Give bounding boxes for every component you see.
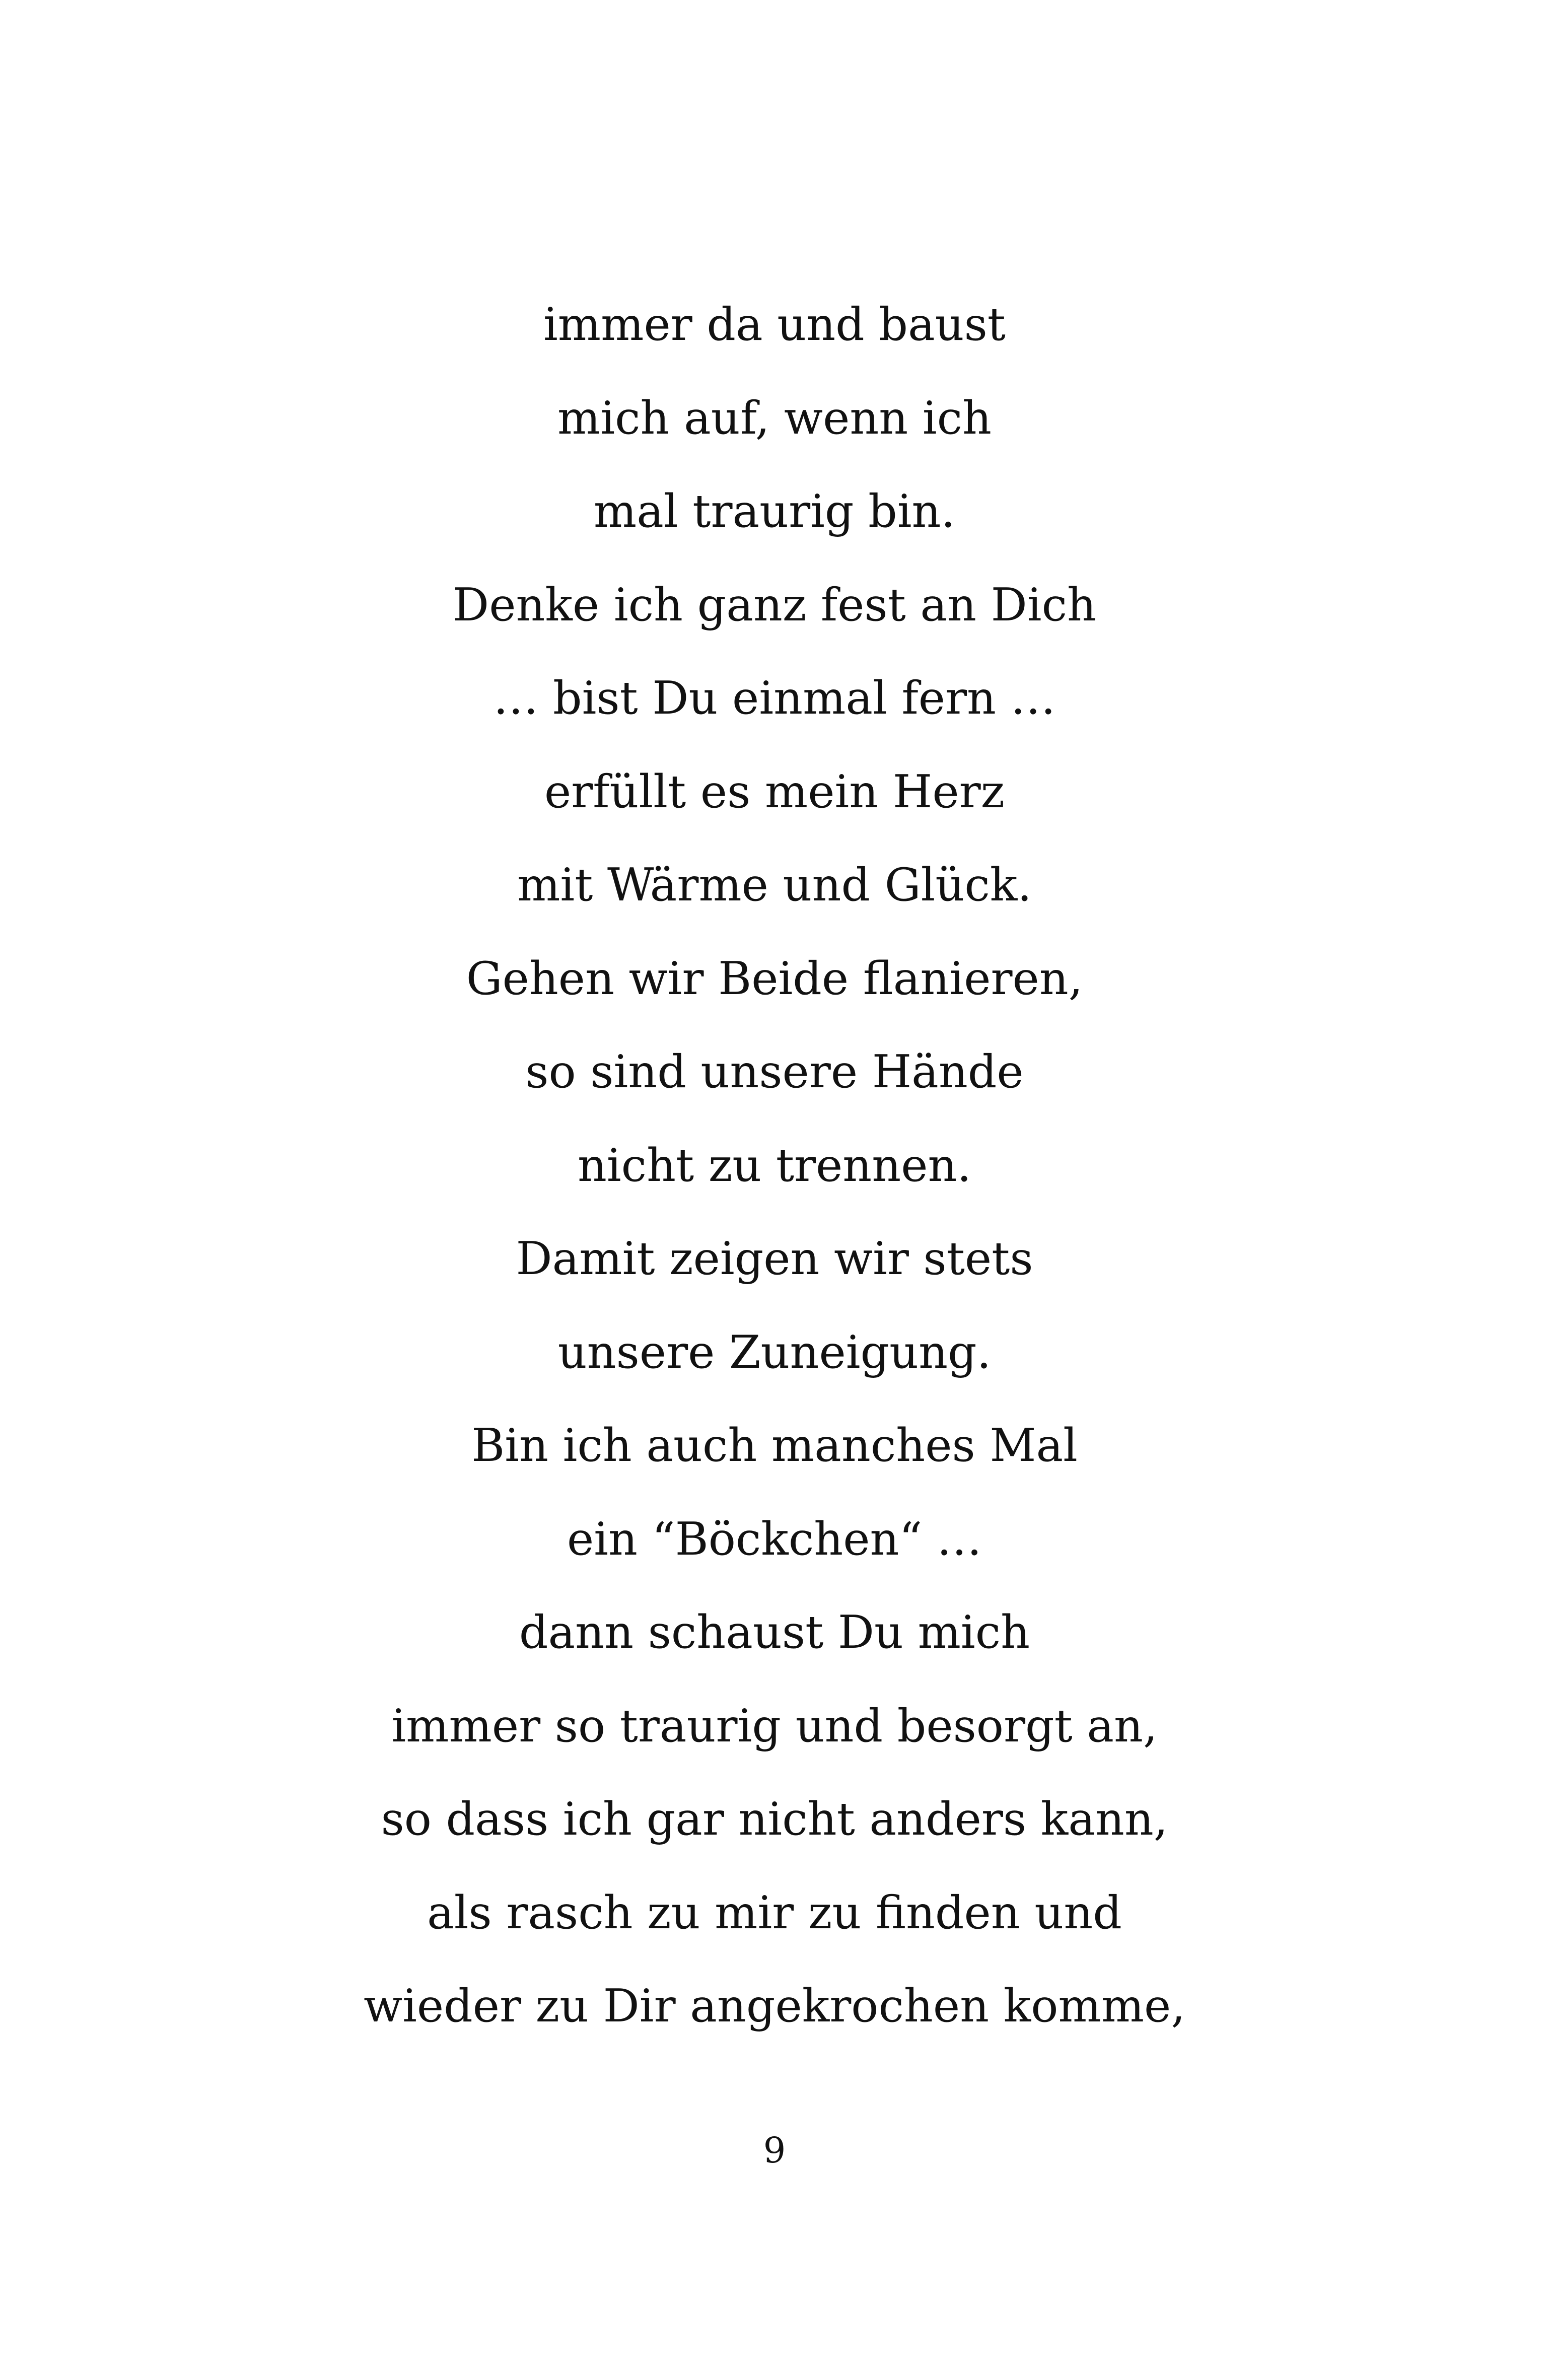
poem-line: mich auf, wenn ich xyxy=(557,391,992,445)
poem-line: immer da und baust xyxy=(543,298,1006,351)
poem-line: mit Wärme und Glück. xyxy=(517,859,1032,912)
poem-line: wieder zu Dir angekrochen komme, xyxy=(364,1980,1185,2033)
poem-line: Denke ich ganz fest an Dich xyxy=(453,578,1096,632)
poem-line: als rasch zu mir zu finden und xyxy=(427,1886,1122,1939)
poem-line: unsere Zuneigung. xyxy=(557,1325,992,1379)
poem-line: Damit zeigen wir stets xyxy=(516,1232,1033,1285)
poem-line: ein “Böckchen“ … xyxy=(567,1512,982,1566)
poem-line: so sind unsere Hände xyxy=(525,1045,1024,1098)
poem-line: erfüllt es mein Herz xyxy=(544,765,1005,818)
poem-line: Bin ich auch manches Mal xyxy=(471,1419,1078,1472)
poem-line: nicht zu trennen. xyxy=(577,1139,972,1192)
poem-line: Gehen wir Beide flanieren, xyxy=(466,952,1083,1005)
poem-line: … bist Du einmal fern … xyxy=(493,672,1056,725)
poem-line: mal traurig bin. xyxy=(593,485,956,538)
poem-text xyxy=(0,295,1549,2070)
poem-line: dann schaust Du mich xyxy=(519,1606,1030,1659)
poem-line: so dass ich gar nicht anders kann, xyxy=(381,1793,1168,1846)
poem-line: immer so traurig und besorgt an, xyxy=(391,1699,1158,1753)
page-number: 9 xyxy=(763,2130,786,2171)
